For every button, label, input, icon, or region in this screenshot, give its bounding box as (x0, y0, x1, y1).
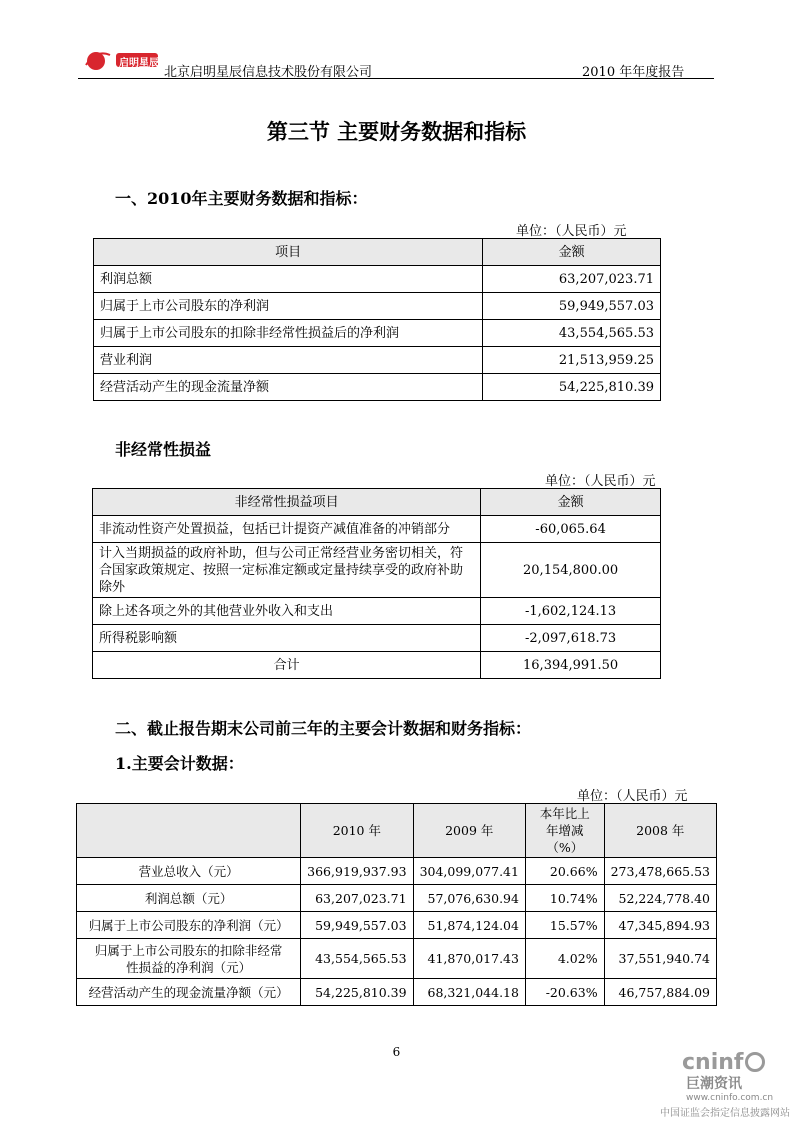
cell-2008: 52,224,778.40 (604, 885, 716, 912)
section-title: 第三节 主要财务数据和指标 (266, 119, 527, 144)
cell-2008: 46,757,884.09 (604, 979, 716, 1006)
table-row (94, 266, 661, 293)
row-value: 59,949,557.03 (483, 293, 661, 320)
row-label: 归属于上市公司股东的净利润（元） (77, 912, 301, 939)
column-header (77, 804, 301, 858)
part2-unit: 单位：（人民币）元 (577, 789, 688, 804)
table-row (93, 652, 661, 679)
watermark-cn: 巨潮资讯 (686, 1076, 742, 1092)
row-label: 归属于上市公司股东的扣除非经常性损益后的净利润 (94, 320, 483, 347)
total-value: 16,394,991.50 (481, 652, 661, 679)
header-company: 北京启明星辰信息技术股份有限公司 (164, 65, 373, 80)
cell-change: -20.63% (525, 979, 604, 1006)
row-value: -60,065.64 (481, 516, 661, 543)
row-value: -1,602,124.13 (481, 598, 661, 625)
row-label: 利润总额（元） (77, 885, 301, 912)
company-logo (80, 45, 160, 75)
table-row (77, 885, 717, 912)
column-header: 非经常性损益项目 (93, 489, 481, 516)
logo-text: 启明星辰 (119, 58, 159, 69)
cell-2009: 41,870,017.43 (413, 939, 525, 979)
table-row (94, 320, 661, 347)
cell-2008: 47,345,894.93 (604, 912, 716, 939)
nonrecurring-heading: 非经常性损益 (115, 440, 212, 459)
table-row (93, 543, 661, 598)
part2-subheading: 1.主要会计数据： (115, 754, 244, 773)
row-value: 54,225,810.39 (483, 374, 661, 401)
table-row (93, 598, 661, 625)
cell-2009: 68,321,044.18 (413, 979, 525, 1006)
table-row (94, 347, 661, 374)
part1-unit: 单位：（人民币）元 (516, 224, 627, 239)
header-divider (78, 78, 714, 79)
watermark-url: www.cninfo.com.cn (686, 1093, 774, 1103)
main-financial-table (93, 238, 661, 401)
cell-change: 15.57% (525, 912, 604, 939)
column-header: 2010 年 (301, 804, 413, 858)
row-value: -2,097,618.73 (481, 625, 661, 652)
nonrecurring-table (92, 488, 661, 679)
nonrecurring-unit: 单位：（人民币）元 (545, 474, 656, 489)
row-label: 归属于上市公司股东的净利润 (94, 293, 483, 320)
watermark-logo-icon (745, 1052, 765, 1072)
watermark-brand: cninf (682, 1050, 744, 1075)
table-row (77, 858, 717, 885)
watermark-caption: 中国证监会指定信息披露网站 (660, 1108, 790, 1119)
cell-2008: 37,551,940.74 (604, 939, 716, 979)
column-header: 项目 (94, 239, 483, 266)
row-label: 计入当期损益的政府补助，但与公司正常经营业务密切相关，符合国家政策规定、按照一定标准定额或定量持续享受的政府补助除外 (93, 543, 481, 598)
cell-change: 10.74% (525, 885, 604, 912)
cell-change: 20.66% (525, 858, 604, 885)
table-row (94, 293, 661, 320)
row-value: 21,513,959.25 (483, 347, 661, 374)
row-value: 20,154,800.00 (481, 543, 661, 598)
cell-2009: 57,076,630.94 (413, 885, 525, 912)
part2-heading: 二、截止报告期末公司前三年的主要会计数据和财务指标： (115, 719, 532, 738)
page-number: 6 (392, 1045, 401, 1059)
row-label: 营业利润 (94, 347, 483, 374)
cell-2009: 304,099,077.41 (413, 858, 525, 885)
row-label: 归属于上市公司股东的扣除非经常性损益的净利润（元） (77, 939, 301, 979)
column-header: 金额 (483, 239, 661, 266)
row-label: 经营活动产生的现金流量净额（元） (77, 979, 301, 1006)
row-value: 43,554,565.53 (483, 320, 661, 347)
row-label: 营业总收入（元） (77, 858, 301, 885)
cell-2010: 366,919,937.93 (301, 858, 413, 885)
cell-2009: 51,874,124.04 (413, 912, 525, 939)
row-label: 经营活动产生的现金流量净额 (94, 374, 483, 401)
column-header: 2008 年 (604, 804, 716, 858)
row-label: 所得税影响额 (93, 625, 481, 652)
row-label: 非流动性资产处置损益，包括已计提资产减值准备的冲销部分 (93, 516, 481, 543)
total-label: 合计 (93, 652, 481, 679)
cell-2010: 43,554,565.53 (301, 939, 413, 979)
row-label: 除上述各项之外的其他营业外收入和支出 (93, 598, 481, 625)
cell-2010: 59,949,557.03 (301, 912, 413, 939)
cell-change: 4.02% (525, 939, 604, 979)
cell-2008: 273,478,665.53 (604, 858, 716, 885)
part1-heading: 一、2010年主要财务数据和指标： (115, 189, 368, 208)
table-row (77, 979, 717, 1006)
table-row (93, 516, 661, 543)
header-report-title: 2010 年年度报告 (582, 65, 685, 80)
table-row (93, 625, 661, 652)
cell-2010: 54,225,810.39 (301, 979, 413, 1006)
row-value: 63,207,023.71 (483, 266, 661, 293)
table-row (77, 939, 717, 979)
accounting-data-table (76, 803, 717, 1006)
column-header: 本年比上年增减（%） (525, 804, 604, 858)
column-header: 2009 年 (413, 804, 525, 858)
table-row (77, 912, 717, 939)
table-row (94, 374, 661, 401)
row-label: 利润总额 (94, 266, 483, 293)
cell-2010: 63,207,023.71 (301, 885, 413, 912)
column-header: 金额 (481, 489, 661, 516)
